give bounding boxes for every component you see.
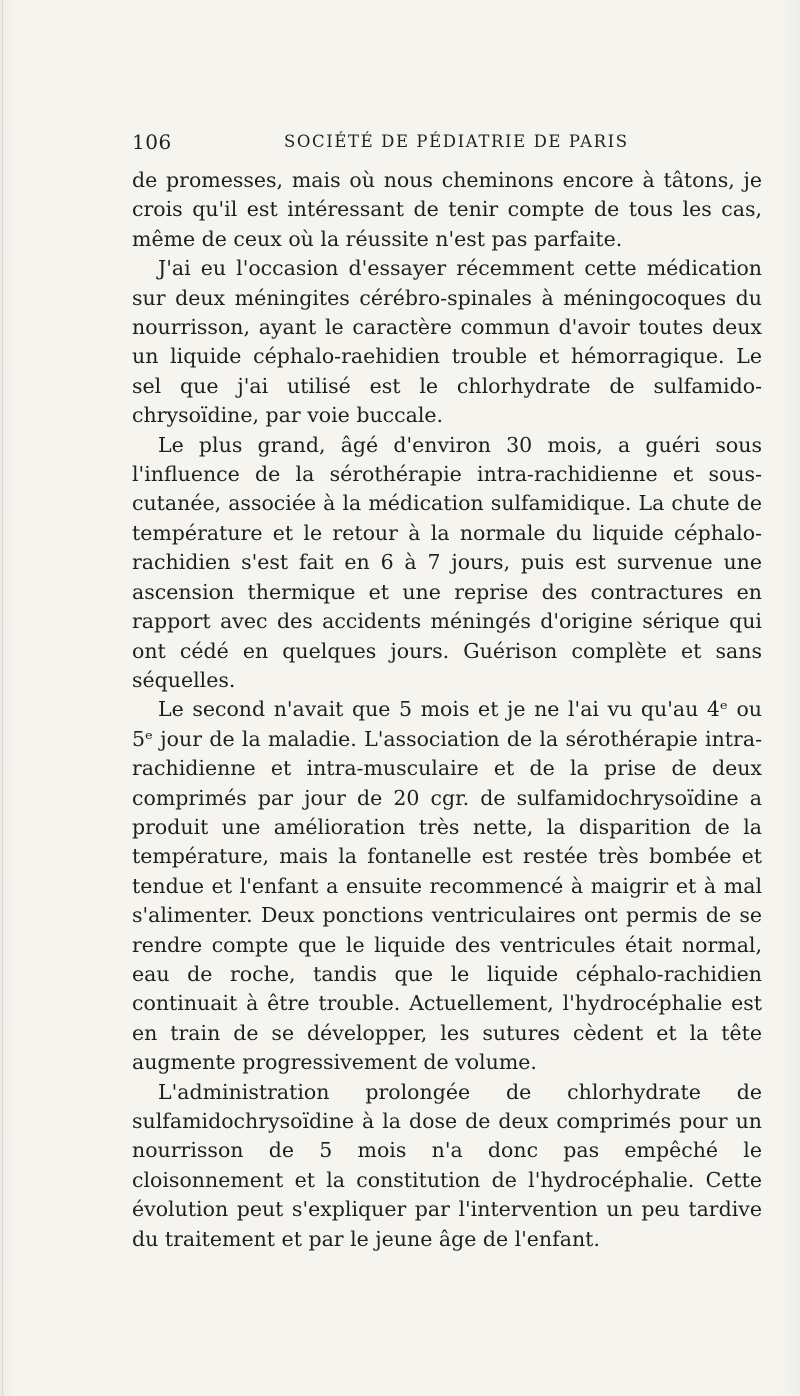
body-text xyxy=(132,166,762,1254)
page-number: 106 xyxy=(132,130,172,154)
paragraph-continuation: de promesses, mais où nous cheminons encore à tâtons, je crois qu'il est intéressant de tenir compte de tous les cas, même de ceux où la réussite n'est pas parfaite. xyxy=(132,168,762,251)
page-header xyxy=(132,130,762,158)
paragraph: Le second n'avait que 5 mois et je ne l'ai vu qu'au 4ᵉ ou 5ᵉ jour de la maladie. L'association de la sérothérapie intra-rachidienne et intra-musculaire et de la prise de deux comprimés par jour de 20 cgr. de sulfamidochrysoïdine a produit une amélioration très nette, la disparition de la température, mais la fontanelle est restée très bombée et tendue et l'enfant a ensuite recommencé à maigrir et à mal s'alimenter. Deux ponctions ventriculaires ont permis de se rendre compte que le liquide des ventricules était normal, eau de roche, tandis que le liquide céphalo-rachidien continuait à être trouble. Actuellement, l'hydrocéphalie est en train de se développer, les sutures cèdent et la tête augmente progressivement de volume. xyxy=(132,697,762,1075)
paragraph: J'ai eu l'occasion d'essayer récemment cette médication sur deux méningites cérébro-spinales à méningocoques du nourrisson, ayant le caractère commun d'avoir toutes deux un liquide céphalo-raehidien trouble et hémorragique. Le sel que j'ai utilisé est le chlorhydrate de sulfamido-chrysoïdine, par voie buccale. xyxy=(132,256,762,428)
running-title: SOCIÉTÉ DE PÉDIATRIE DE PARIS xyxy=(284,132,629,151)
page-edge xyxy=(2,0,3,1396)
paragraph: L'administration prolongée de chlorhydrate de sulfamidochrysoïdine à la dose de deux comprimés pour un nourrisson de 5 mois n'a donc pas empêché le cloisonnement et la constitution de l'hydrocéphalie. Cette évolution peut s'expliquer par l'intervention un peu tardive du traitement et par le jeune âge de l'enfant. xyxy=(132,1079,762,1251)
paragraph: Le plus grand, âgé d'environ 30 mois, a guéri sous l'influence de la sérothérapie intra-rachidienne et sous-cutanée, associée à la médication sulfamidique. La chute de température et le retour à la normale du liquide céphalo-rachidien s'est fait en 6 à 7 jours, puis est survenue une ascension thermique et une reprise des contractures en rapport avec des accidents méningés d'origine sérique qui ont cédé en quelques jours. Guérison complète et sans séquelles. xyxy=(132,432,762,692)
